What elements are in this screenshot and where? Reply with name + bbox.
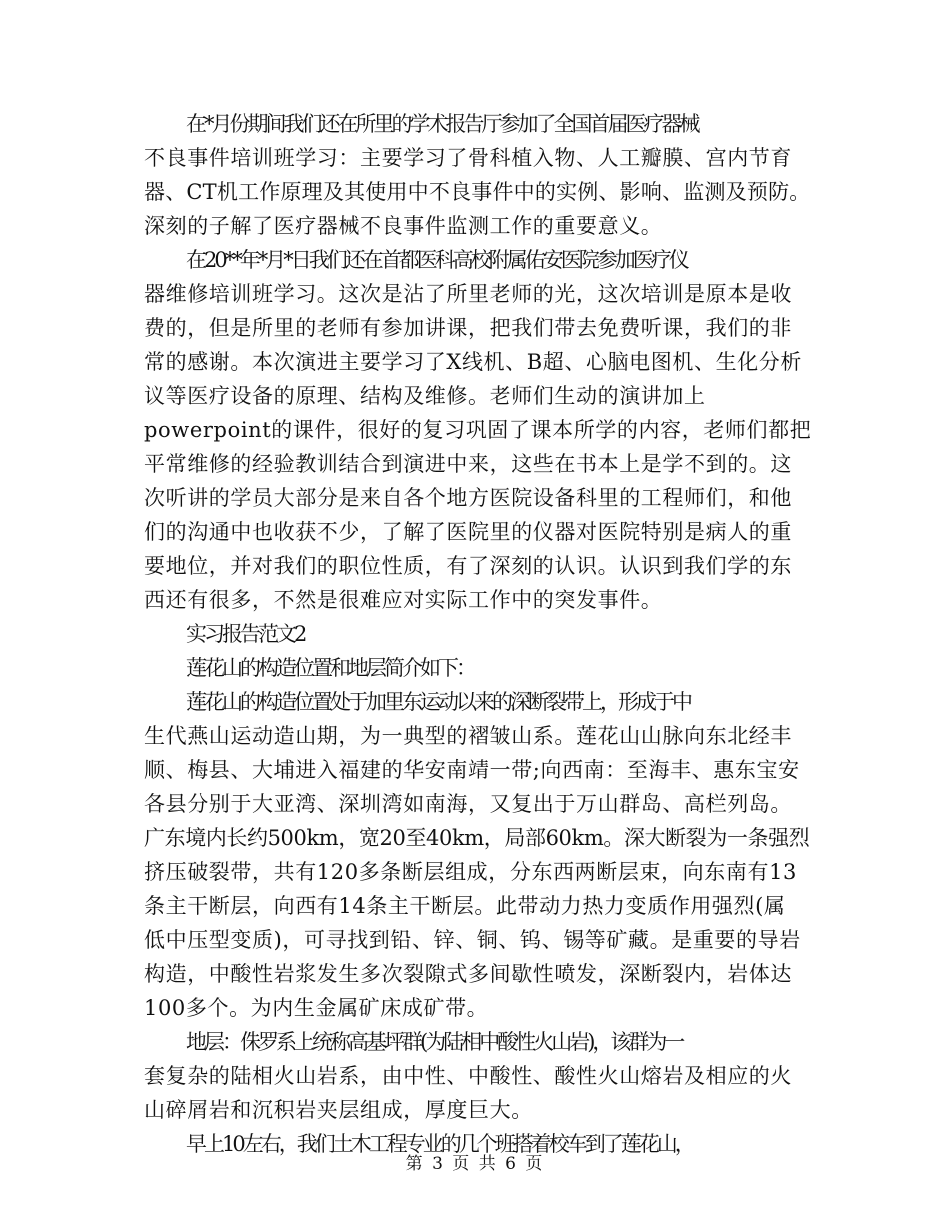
text-line: 器、CT机工作原理及其使用中不良事件中的实例、影响、监测及预防。 [144, 180, 811, 204]
text-line: 费的，但是所里的老师有参加讲课，把我们带去免费听课，我们的非 [144, 316, 792, 340]
text-line: 器维修培训班学习。这次是沾了所里老师的光，这次培训是原本是收 [144, 282, 792, 306]
text-line: 套复杂的陆相火山岩系，由中性、中酸性、酸性火山熔岩及相应的火 [144, 1064, 792, 1088]
text-line: 平常维修的经验教训结合到演进中来，这些在书本上是学不到的。这 [144, 452, 792, 476]
text-line: 莲花山的构造位置和地层简介如下： [186, 656, 474, 680]
text-line: 常的感谢。本次演进主要学习了X线机、B超、心脑电图机、生化分析 [144, 350, 802, 374]
text-line: 挤压破裂带，共有120多条断层组成，分东西两断层束，向东南有13 [144, 860, 798, 884]
text-line: 条主干断层，向西有14条主干断层。此带动力热力变质作用强烈(属 [144, 894, 786, 918]
text-line: 各县分别于大亚湾、深圳湾如南海，又复出于万山群岛、高栏列岛。 [144, 792, 792, 816]
text-line: 100多个。为内生金属矿床成矿带。 [144, 996, 489, 1020]
text-line: 要地位，并对我们的职位性质，有了深刻的认识。认识到我们学的东 [144, 554, 792, 578]
text-line: 生代燕山运动造山期，为一典型的褶皱山系。莲花山山脉向东北经丰 [144, 724, 792, 748]
text-line: 构造，中酸性岩浆发生多次裂隙式多间歇性喷发，深断裂内，岩体达 [144, 962, 792, 986]
section-heading: 实习报告范文2 [186, 622, 305, 646]
text-line: 早上10左右，我们土木工程专业的几个班搭着校车到了莲花山， [186, 1132, 693, 1156]
text-line: 山碎屑岩和沉积岩夹层组成，厚度巨大。 [144, 1098, 533, 1122]
text-line: 次听讲的学员大部分是来自各个地方医院设备科里的工程师们，和他 [144, 486, 792, 510]
page-number-footer: 第 3 页 共 6 页 [405, 1154, 545, 1174]
text-line: 议等医疗设备的原理、结构及维修。老师们生动的演讲加上 [144, 384, 706, 408]
text-line: 莲花山的构造位置处于加里东运动以来的深断裂带上，形成于中 [186, 690, 690, 714]
text-line: 们的沟通中也收获不少，了解了医院里的仪器对医院特别是病人的重 [144, 520, 792, 544]
text-line: 低中压型变质)，可寻找到铅、锌、铜、钨、锡等矿藏。是重要的导岩 [144, 928, 801, 952]
text-line: 在20**年*月*日我们还在首都医科高校附属佑安医院参加医疗仪 [186, 248, 687, 272]
text-line: 深刻的子解了医疗器械不良事件监测工作的重要意义。 [144, 214, 663, 238]
text-line: 顺、梅县、大埔进入福建的华安南靖一带;向西南：至海丰、惠东宝安 [144, 758, 800, 782]
text-line: 在*月份期间我们还在所里的学术报告厅参加了全国首届医疗器械 [186, 112, 698, 136]
text-line: powerpoint的课件，很好的复习巩固了课本所学的内容，老师们都把 [144, 418, 812, 442]
text-line: 西还有很多，不然是很难应对实际工作中的突发事件。 [144, 588, 663, 612]
text-line: 地层：侏罗系上统称高基坪群(为陆相中酸性火山岩)，该群为一 [186, 1030, 683, 1054]
text-line: 不良事件培训班学习：主要学习了骨科植入物、人工瓣膜、宫内节育 [144, 146, 792, 170]
text-line: 广东境内长约500km，宽20至40km，局部60km。深大断裂为一条强烈 [144, 826, 810, 850]
